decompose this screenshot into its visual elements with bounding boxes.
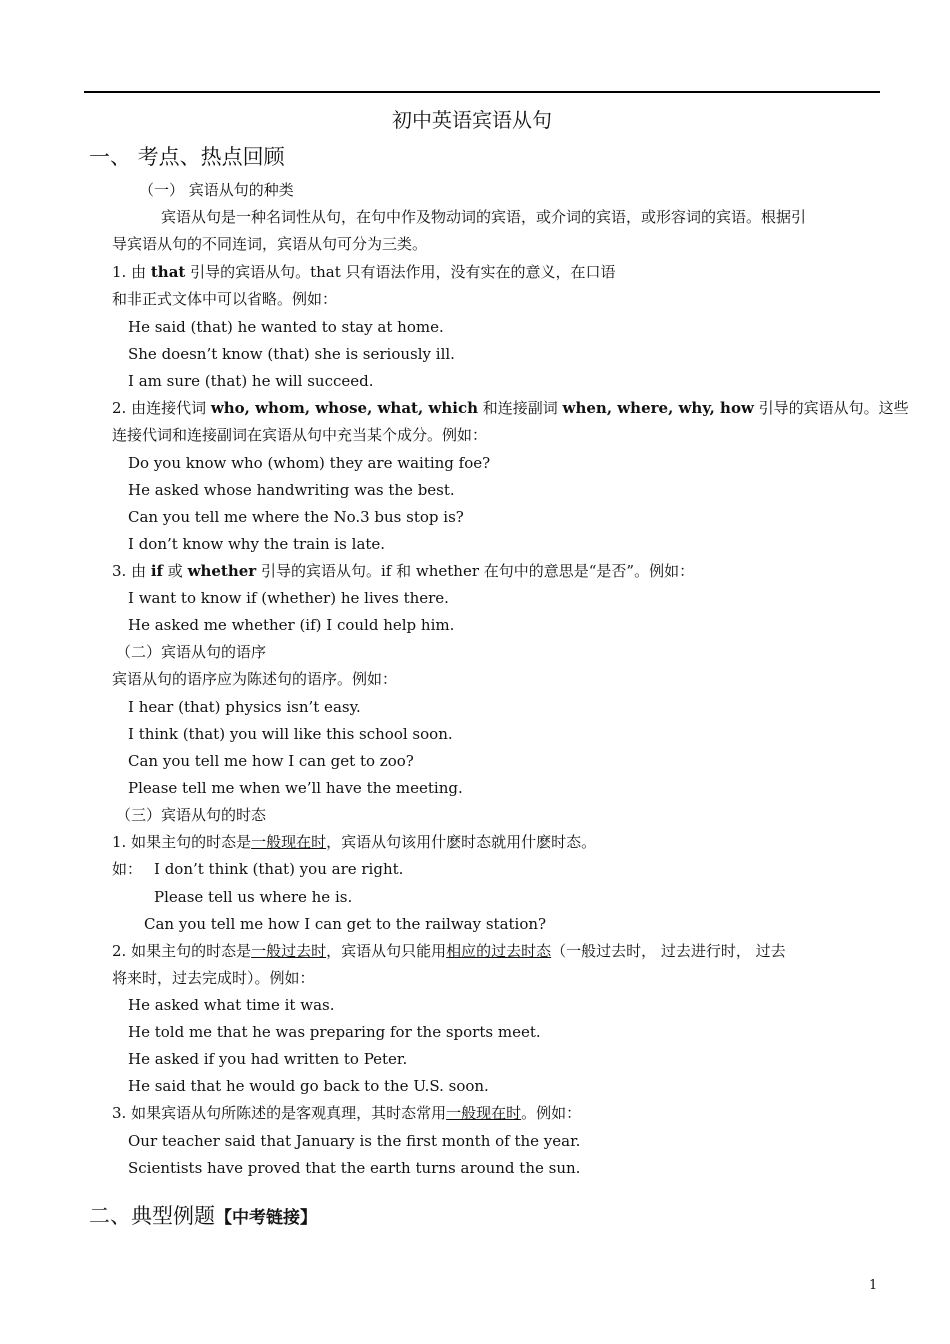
sub2-line1: 宾语从句的语序应为陈述句的语序。例如： xyxy=(112,670,398,688)
rule2-past-tenses: 相应的过去时态 xyxy=(446,942,552,960)
page-title: 初中英语宾语从句 xyxy=(392,108,552,132)
point1-line2: 和非正式文体中可以省略。例如： xyxy=(112,290,338,308)
point2-line2: 连接代词和连接副词在宾语从句中充当某个成分。例如： xyxy=(112,426,488,444)
point2-c: 引导的宾语从句。这些 xyxy=(753,399,909,417)
example-sentence: I am sure (that) he will succeed. xyxy=(128,372,374,390)
rule2-c: （一般过去时， 过去进行时， 过去 xyxy=(551,942,786,960)
point2-a: 2. 由连接代词 xyxy=(112,399,211,417)
sub1-heading: （一） 宾语从句的种类 xyxy=(139,181,294,199)
example-sentence: Please tell me when we’ll have the meeting. xyxy=(128,779,463,797)
section2-heading: 二、典型例题 xyxy=(89,1204,215,1228)
section2-tag: 【中考链接】 xyxy=(215,1208,317,1228)
rule2-tense: 一般过去时 xyxy=(251,942,327,960)
rule2-line1 xyxy=(112,941,786,961)
point1-keyword: that xyxy=(150,263,186,281)
rule3-line1 xyxy=(112,1103,581,1123)
example-sentence: I don’t know why the train is late. xyxy=(128,535,386,553)
sub2-heading: （二）宾语从句的语序 xyxy=(116,643,267,661)
point3-line1 xyxy=(112,561,694,581)
example-sentence: He asked me whether (if) I could help him. xyxy=(128,616,455,634)
point2-b: 和连接副词 xyxy=(478,399,563,417)
page-number: 1 xyxy=(869,1278,878,1293)
example-sentence: Can you tell me where the No.3 bus stop is? xyxy=(128,508,464,526)
point1-rest: 引导的宾语从句。that 只有语法作用，没有实在的意义，在口语 xyxy=(185,263,616,281)
example-sentence: He told me that he was preparing for the sports meet. xyxy=(128,1023,541,1041)
example-sentence: Please tell us where he is. xyxy=(154,888,353,906)
example-sentence: Can you tell me how I can get to the railway station? xyxy=(144,915,547,933)
rule3-b: 。例如： xyxy=(521,1104,582,1122)
point3-b: 或 xyxy=(163,562,188,580)
sub1-intro-line1: 宾语从句是一种名词性从句，在句中作及物动词的宾语，或介词的宾语，或形容词的宾语。根据引 xyxy=(161,208,807,226)
example-sentence: I want to know if (whether) he lives there. xyxy=(128,589,449,607)
rule3-tense: 一般现在时 xyxy=(446,1104,522,1122)
rule1-line1 xyxy=(112,832,596,852)
rule2-a: 2. 如果主句的时态是 xyxy=(112,942,252,960)
example-sentence: I don’t think (that) you are right. xyxy=(154,860,404,878)
example-sentence: Can you tell me how I can get to zoo? xyxy=(128,752,414,770)
example-sentence: He asked what time it was. xyxy=(128,996,335,1014)
example-sentence: He asked if you had written to Peter. xyxy=(128,1050,408,1068)
section1-heading: 一、 考点、热点回顾 xyxy=(89,145,285,169)
example-sentence: I hear (that) physics isn’t easy. xyxy=(128,698,361,716)
rule2-b: ，宾语从句只能用 xyxy=(326,942,447,960)
example-sentence: Scientists have proved that the earth turns around the sun. xyxy=(128,1159,581,1177)
point3-a: 3. 由 xyxy=(112,562,151,580)
example-sentence: He said that he would go back to the U.S. soon. xyxy=(128,1077,489,1095)
example-sentence: He said (that) he wanted to stay at home. xyxy=(128,318,444,336)
point3-c: 引导的宾语从句。if 和 whether 在句中的意思是“是否”。例如： xyxy=(256,562,695,580)
rule1-label: 如： xyxy=(112,860,143,878)
point3-if: if xyxy=(150,562,164,580)
rule1-a: 1. 如果主句的时态是 xyxy=(112,833,252,851)
rule1-tense: 一般现在时 xyxy=(251,833,327,851)
example-sentence: Do you know who (whom) they are waiting foe? xyxy=(128,454,491,472)
point2-line1 xyxy=(112,398,909,418)
sub3-heading: （三）宾语从句的时态 xyxy=(116,806,267,824)
example-sentence: I think (that) you will like this school soon. xyxy=(128,725,453,743)
point3-whether: whether xyxy=(187,562,257,580)
rule2-line2: 将来时，过去完成时）。例如： xyxy=(112,969,315,987)
example-sentence: Our teacher said that January is the first month of the year. xyxy=(128,1132,581,1150)
sub1-intro-line2: 导宾语从句的不同连词，宾语从句可分为三类。 xyxy=(112,235,428,253)
section2-heading-line xyxy=(89,1202,317,1230)
rule1-b: ，宾语从句该用什麽时态就用什麽时态。 xyxy=(326,833,597,851)
point2-pronouns: who, whom, whose, what, which xyxy=(210,399,478,417)
example-sentence: She doesn’t know (that) she is seriously ill. xyxy=(128,345,455,363)
point1-line1 xyxy=(112,262,616,282)
example-sentence: He asked whose handwriting was the best. xyxy=(128,481,455,499)
point1-num: 1. 由 xyxy=(112,263,151,281)
point2-adverbs: when, where, why, how xyxy=(562,399,754,417)
header-rule xyxy=(84,91,880,93)
rule3-a: 3. 如果宾语从句所陈述的是客观真理，其时态常用 xyxy=(112,1104,447,1122)
